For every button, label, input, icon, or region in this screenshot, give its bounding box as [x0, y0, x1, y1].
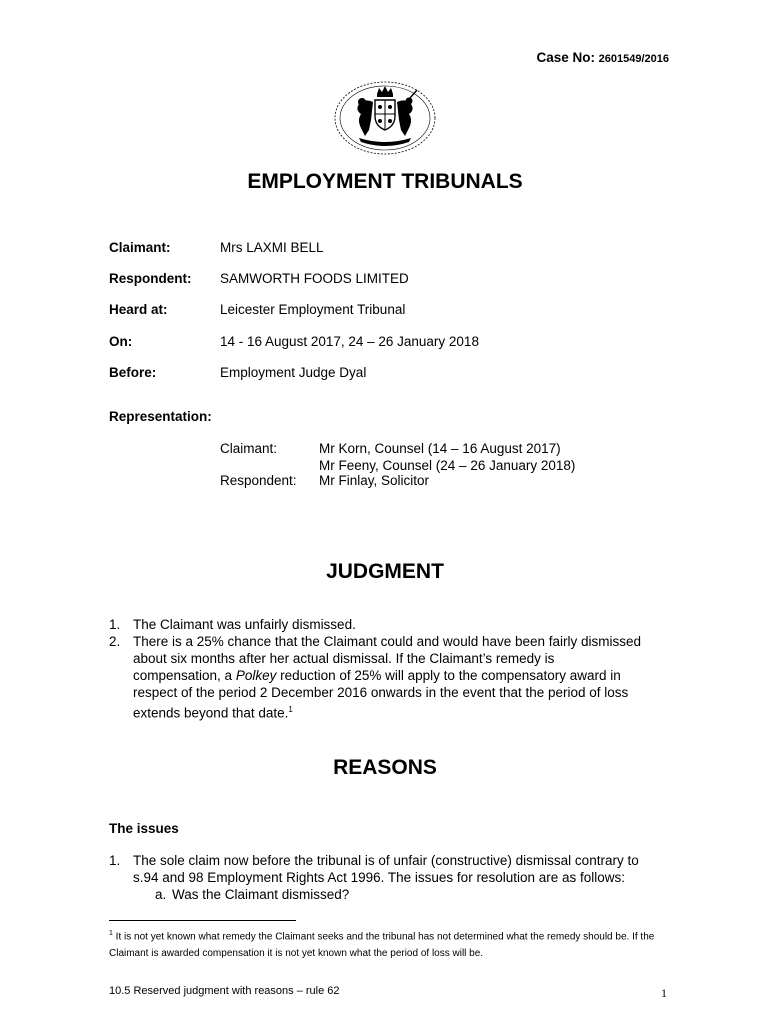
document-title: EMPLOYMENT TRIBUNALS — [247, 170, 523, 193]
footnote-divider — [109, 920, 296, 921]
hearing-dates-row — [0, 334, 770, 350]
issues-heading: The issues — [109, 821, 179, 836]
polkey-term: Polkey — [235, 668, 277, 683]
judgment-item-2-line-4: respect of the period 2 December 2016 onwards in the event that the period of loss — [133, 685, 629, 700]
judge-name: Employment Judge Dyal — [220, 365, 367, 380]
respondent-name: SAMWORTH FOODS LIMITED — [220, 271, 409, 286]
judge-row — [0, 365, 770, 381]
rep-claimant-counsel-1: Mr Korn, Counsel (14 – 16 August 2017) — [319, 441, 561, 456]
claimant-label: Claimant: — [109, 240, 171, 255]
heard-at-label: Heard at: — [109, 302, 168, 317]
claimant-name: Mrs LAXMI BELL — [220, 240, 324, 255]
claimant-row — [0, 240, 770, 256]
judgment-item-2-line-5: extends beyond that date. — [133, 705, 289, 721]
judgment-item-2-line-3a: compensation, a — [133, 668, 236, 683]
case-number-label: Case No: — [536, 50, 596, 65]
case-number-value: 2601549/2016 — [598, 53, 669, 65]
hearing-dates-label: On: — [109, 334, 133, 349]
rep-respondent-solicitor: Mr Finlay, Solicitor — [319, 473, 430, 488]
list-number: 1. — [109, 853, 121, 868]
reasons-subitem-a-text: Was the Claimant dismissed? — [172, 887, 350, 902]
representation-heading: Representation: — [109, 409, 212, 424]
sub-letter: a. — [155, 887, 167, 902]
judgment-item-1 — [109, 616, 669, 633]
rep-claimant-label: Claimant: — [220, 441, 278, 456]
respondent-label: Respondent: — [109, 271, 192, 286]
judgment-item-2-line-3b: reduction of 25% will apply to the compensatory award in — [276, 668, 621, 683]
footnote-text: It is not yet known what remedy the Claimant seeks and the tribunal has not determined what the remedy should be. If the Claimant is awarded compensation it is not yet known what the period of loss will be. — [109, 931, 655, 960]
footnote-number: 1 — [109, 930, 113, 937]
footnote-reference[interactable]: 1 — [288, 705, 293, 714]
page-footer: 10.5 Reserved judgment with reasons – rule 62 — [109, 985, 340, 997]
reasons-heading: REASONS — [333, 756, 437, 779]
case-number — [537, 50, 670, 65]
list-number: 1. — [109, 617, 121, 632]
judgment-item-2-line-2: about six months after her actual dismissal. If the Claimant’s remedy is — [133, 651, 555, 666]
page-number: 1 — [661, 986, 667, 1000]
hearing-dates-value: 14 - 16 August 2017, 24 – 26 January 2018 — [220, 334, 479, 349]
judgment-item-2-line-1: There is a 25% chance that the Claimant could and would have been fairly dismissed — [133, 634, 642, 649]
rep-claimant-row — [0, 440, 770, 457]
rep-respondent-label: Respondent: — [220, 473, 297, 488]
royal-crest-icon — [333, 80, 437, 156]
reasons-subitem-a — [133, 887, 349, 902]
judgment-item-1-text: The Claimant was unfairly dismissed. — [133, 617, 356, 632]
respondent-row — [0, 271, 770, 287]
rep-respondent-row — [0, 472, 770, 489]
list-number: 2. — [109, 634, 121, 649]
judgment-item-2 — [109, 633, 669, 722]
reasons-item-1-line-2: s.94 and 98 Employment Rights Act 1996. The issues for resolution are as follows: — [133, 870, 626, 885]
judgment-list — [109, 616, 669, 722]
rep-claimant-counsel-2: Mr Feeny, Counsel (24 – 26 January 2018) — [319, 458, 576, 473]
reasons-item-1-line-1: The sole claim now before the tribunal is of unfair (constructive) dismissal contrary to — [133, 853, 639, 868]
judge-label: Before: — [109, 365, 157, 380]
heard-at-value: Leicester Employment Tribunal — [220, 302, 406, 317]
judgment-heading: JUDGMENT — [326, 560, 444, 583]
reasons-list — [109, 852, 679, 903]
heard-at-row — [0, 302, 770, 318]
footnote — [109, 925, 659, 962]
reasons-item-1 — [109, 852, 679, 903]
